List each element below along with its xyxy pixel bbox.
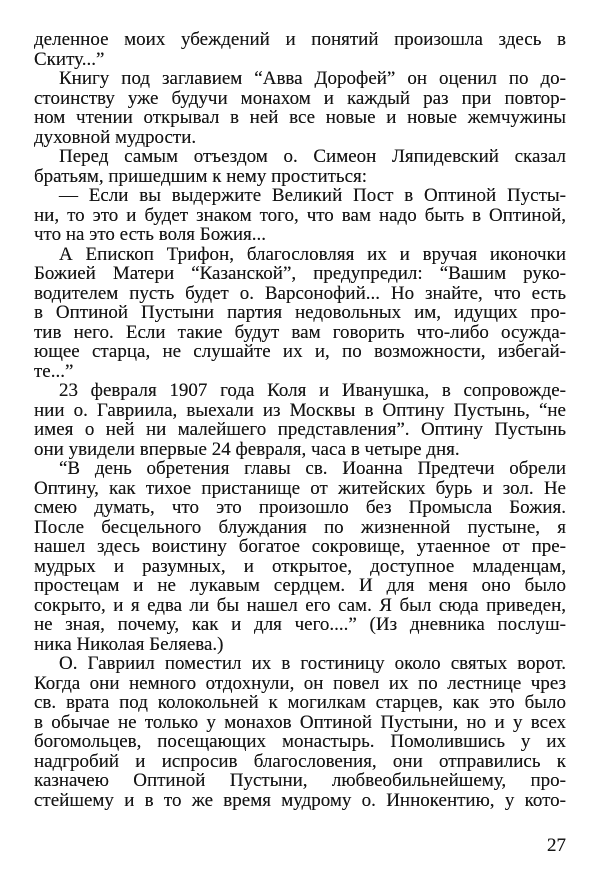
text-line: стейшему и в то же время мудрому о. Иннокентию, у кото-	[34, 789, 566, 811]
text-line: О. Гавриил поместил их в гостиницу около святых ворот.	[59, 653, 566, 674]
text-line: казначею Оптиной Пустыни, любвеобильнейшему, про-	[34, 770, 566, 791]
text-line: После бесцельного блуждания по жизненной пустыне, я	[34, 516, 566, 538]
text-line: 23 февраля 1907 года Коля и Иванушка, в сопровожде-	[59, 380, 566, 401]
text-line: нашел здесь воистину богатое сокровище, утаенное от пре-	[34, 536, 566, 557]
text-line: нии о. Гавриила, выехали из Москвы в Оптину Пустынь, “не	[34, 399, 566, 421]
text-line: тив него. Если такие будут вам говорить что-либо осужда-	[34, 321, 566, 343]
text-line: мудрых и разумных, и открытое, доступное младенцам,	[34, 555, 566, 577]
page-number: 27	[547, 835, 566, 856]
text-line: что на это есть воля Божия...	[34, 224, 267, 245]
text-line: в Оптиной Пустыни партия недовольных им, идущих про-	[34, 302, 566, 323]
text-line: Скиту...”	[34, 48, 105, 70]
text-line: “В день обретения главы св. Иоанна Предтечи обрели	[59, 458, 566, 479]
text-line: водителем пусть будет о. Варсонофий... Но знайте, что есть	[34, 282, 566, 304]
text-line: богомольцев, посещающих монастырь. Помолившись у их	[34, 731, 566, 752]
paragraph	[34, 245, 566, 382]
text-line: надгробий и испросив благословения, они отправились к	[34, 750, 566, 772]
text-line: ни, то это и будет знаком того, что вам надо быть в Оптиной,	[34, 204, 566, 226]
paragraph	[34, 147, 566, 186]
text-line: св. врата под колокольней к могилкам старцев, как это было	[34, 692, 566, 713]
text-line: Божией Матери “Казанской”, предупредил: “Вашим руко-	[34, 263, 566, 284]
text-line: А Епископ Трифон, благословляя их и вручая иконочки	[59, 243, 566, 265]
text-line: деленное моих убеждений и понятий произошла здесь в	[34, 29, 566, 50]
paragraph-diary-quote	[34, 459, 566, 654]
text-line: духовной мудрости.	[34, 126, 197, 148]
text-line: не зная, почему, как и для чего....” (Из дневника послуш-	[34, 614, 566, 635]
text-line: — Если вы выдержите Великий Пост в Оптиной Пусты-	[59, 185, 566, 206]
text-line: простецам и не лукавым сердцем. И для меня оно было	[34, 575, 566, 596]
text-line: ника Николая Беляева.)	[34, 633, 224, 655]
text-line: в обычае не только у монахов Оптиной Пустыни, но и у всех	[34, 711, 566, 733]
text-line: имея о ней ни малейшего представления”. Оптину Пустынь	[34, 419, 566, 440]
paragraph	[34, 381, 566, 459]
text-line: сокрыто, и я едва ли бы нашел его сам. Я был сюда приведен,	[34, 594, 566, 616]
text-line: ном чтении открывал в ней все новые и новые жемчужины	[34, 107, 566, 128]
paragraph	[34, 69, 566, 147]
paragraph-continuation	[34, 30, 566, 69]
text-line: Книгу под заглавием “Авва Дорофей” он оценил по до-	[59, 68, 566, 89]
paragraph	[34, 654, 566, 810]
text-line: Перед самым отъездом о. Симеон Ляпидевский сказал	[59, 146, 566, 167]
text-line: те...”	[34, 360, 74, 382]
page-body-text	[34, 30, 566, 810]
text-line: стоинству уже будучи монахом и каждый раз при повтор-	[34, 87, 566, 109]
text-line: Когда они немного отдохнули, он повел их по лестнице чрез	[34, 672, 566, 694]
text-line: ющее старца, не слушайте их и, по возможности, избегай-	[34, 341, 566, 362]
text-line: братьям, пришедшим к нему проститься:	[34, 165, 368, 187]
text-line: смею думать, что это произошло без Промысла Божия.	[34, 497, 566, 518]
text-line: они увидели впервые 24 февраля, часа в четыре дня.	[34, 438, 460, 460]
paragraph-dialogue	[34, 186, 566, 245]
text-line: Оптину, как тихое пристанище от житейских бурь и зол. Не	[34, 477, 566, 499]
